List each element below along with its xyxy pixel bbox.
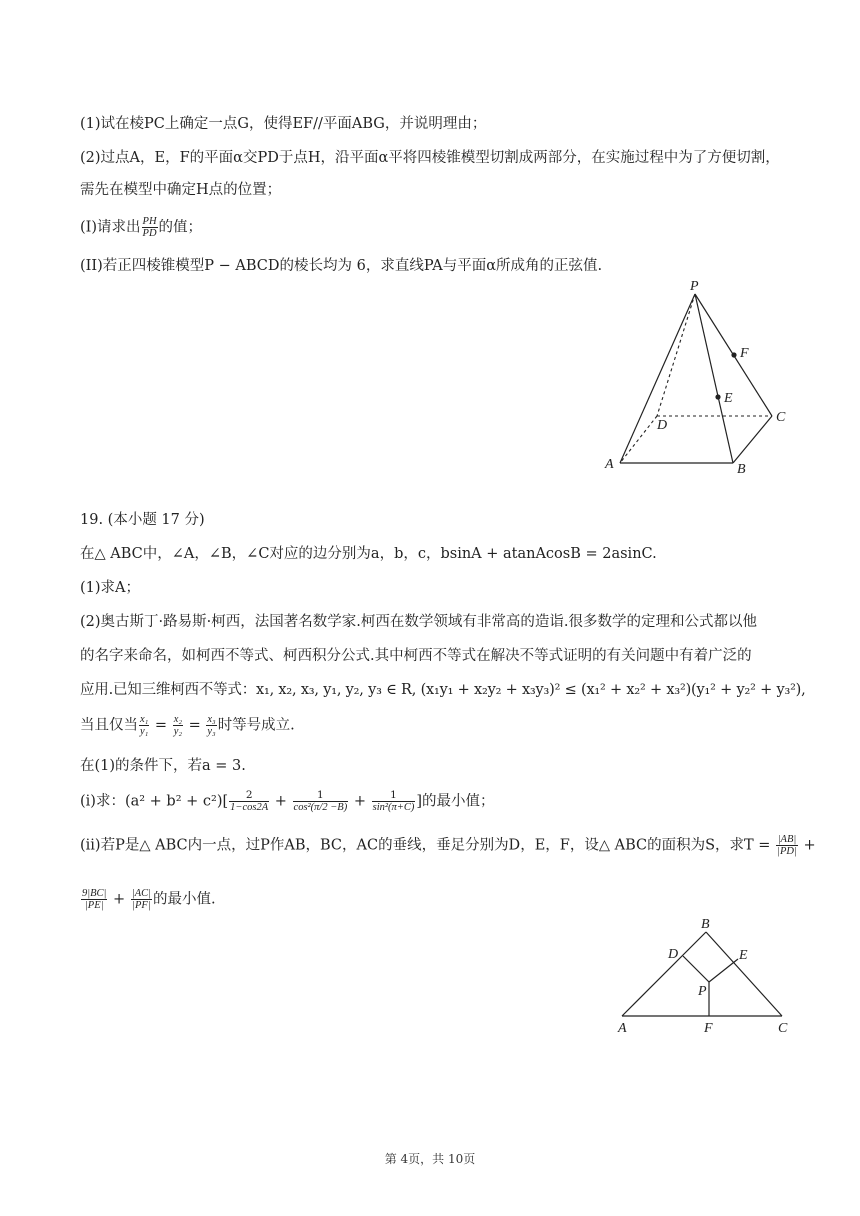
pyramid-figure (595, 278, 805, 478)
frac-num: |AB| (777, 834, 797, 845)
point-e (715, 394, 720, 399)
q18-I-suffix: 的值； (158, 219, 203, 236)
q18-part1: (1)试在棱PC上确定一点G，使得EF//平面ABG，并说明理由； (80, 116, 487, 132)
fraction-1-over-cos2 (293, 790, 349, 813)
x1-over-y1 (139, 714, 149, 737)
frac-num: x₃ (207, 714, 216, 725)
q19-part2-line4: 当且仅当 $\frac{\text{x₁}}{\text{y₁}}$ = $\frac{\text{x₂}}{\text{y₂}}$ = $\frac{\text{x₃}}{\text{y₃}}$ 时等号成立. (80, 714, 295, 737)
q19-part-ii-line2: $\frac{9|BC|}{|PE|}$ + $\frac{|AC|}{|PF|}$ 的最小值. (82, 888, 216, 911)
label-b: B (701, 917, 710, 932)
q19-part2-line2: 的名字来命名，如柯西不等式、柯西积分公式.其中柯西不等式在解决不等式证明的有关问题中有着广泛的 (80, 648, 752, 664)
q18-part2-line2: 需先在模型中确定H点的位置； (80, 182, 282, 198)
part-i-prefix: (i)求：(a² + b² + c²)[ (80, 793, 229, 810)
frac-num: |AC| (131, 888, 152, 899)
label-d: D (668, 947, 679, 962)
frac-num: 9|BC| (82, 888, 107, 899)
frac-den: cos²(π/2 −B) (293, 802, 348, 813)
frac-den: y₃ (207, 726, 216, 737)
q19-part2-line3: 应用.已知三维柯西不等式：x₁, x₂, x₃, y₁, y₂, y₃ ∈ R, (x₁y₁ + x₂y₂ + x₃y₃)² ≤ (x₁² + x₂² + x₃²)(y₁² + y₂² + y₃²), (80, 682, 806, 698)
equality-prefix: 当且仅当 (80, 717, 138, 734)
q19-part1: (1)求A； (80, 580, 141, 596)
fraction-2-over-1-cos2a (229, 790, 269, 813)
part-ii-text: (ii)若P是△ ABC内一点，过P作AB，BC，AC的垂线，垂足分别为D，E，F，设△ ABC的面积为S，求T = (80, 837, 771, 854)
q18-I-prefix: (I)请求出 (80, 219, 141, 236)
equality-suffix: 时等号成立. (217, 717, 295, 734)
q19-header: 19. (本小题 17 分) (80, 512, 205, 528)
x2-over-y2 (173, 714, 183, 737)
frac-num: 1 (372, 790, 416, 802)
label-b: B (737, 462, 746, 477)
fraction-1-over-sin2 (372, 790, 416, 813)
q18-part2-line1: (2)过点A，E，F的平面α交PD于点H，沿平面α平将四棱锥模型切割成两部分，在实施过程中为了方便切割， (80, 150, 780, 166)
frac-num: 2 (229, 790, 269, 802)
label-p: P (690, 279, 699, 294)
label-d: D (657, 418, 668, 433)
ac-over-pf (131, 888, 152, 911)
ab-over-pd (776, 834, 798, 857)
q19-statement: 在△ ABC中，∠A，∠B，∠C对应的边分别为a，b，c，bsinA + atanAcosB = 2asinC. (80, 546, 657, 562)
label-f: F (740, 346, 749, 361)
label-c: C (776, 410, 786, 425)
9bc-over-pe (81, 888, 107, 911)
q19-part2-line1: (2)奥古斯丁·路易斯·柯西，法国著名数学家.柯西在数学领域有非常高的造诣.很多数学的定理和公式都以他 (80, 614, 757, 630)
q19-part-ii-line1: (ii)若P是△ ABC内一点，过P作AB，BC，AC的垂线，垂足分别为D，E，F，设△ ABC的面积为S，求T = $\frac{|AB|}{|PD|}$ + (80, 834, 816, 857)
label-p: P (698, 984, 707, 999)
frac-den: PD (142, 228, 157, 239)
frac-num: x₂ (173, 714, 182, 725)
frac-den: |PE| (84, 900, 104, 911)
ph-over-pd-fraction (142, 216, 158, 239)
frac-den: 1−cos2A (230, 802, 269, 813)
triangle-figure (610, 912, 795, 1037)
label-e: E (724, 391, 733, 406)
label-c: C (778, 1021, 788, 1036)
frac-num: 1 (293, 790, 349, 802)
frac-den: y₁ (140, 726, 149, 737)
page-footer: 第 4页，共 10页 (384, 1152, 476, 1166)
frac-den: sin²(π+C) (372, 802, 415, 813)
label-a: A (605, 457, 614, 472)
point-f (731, 352, 736, 357)
q18-part2-II: (II)若正四棱锥模型P − ABCD的棱长均为 6，求直线PA与平面α所成角的正弦值. (80, 258, 603, 274)
frac-num: x₁ (140, 714, 149, 725)
label-a: A (618, 1021, 627, 1036)
frac-num: PH (142, 216, 157, 227)
q19-condition: 在(1)的条件下，若a = 3. (80, 758, 246, 774)
frac-den: |PF| (132, 900, 151, 911)
frac-den: |PD| (777, 846, 797, 857)
q18-part2-I (80, 216, 202, 239)
q19-part-i: (i)求：(a² + b² + c²)[ $\frac{2}{1-\cos 2A}$ + $\frac{1}{\text{cos²(π/2 −B)}}$ + $\frac{1}{\text{sin²(π+C)}}$ ]的最小值； (80, 789, 495, 813)
x3-over-y3 (206, 714, 216, 737)
label-e: E (739, 948, 748, 963)
label-f: F (704, 1021, 713, 1036)
frac-den: y₂ (173, 726, 182, 737)
part-i-suffix: ]的最小值； (416, 793, 495, 810)
part-ii-suffix: 的最小值. (153, 891, 216, 908)
